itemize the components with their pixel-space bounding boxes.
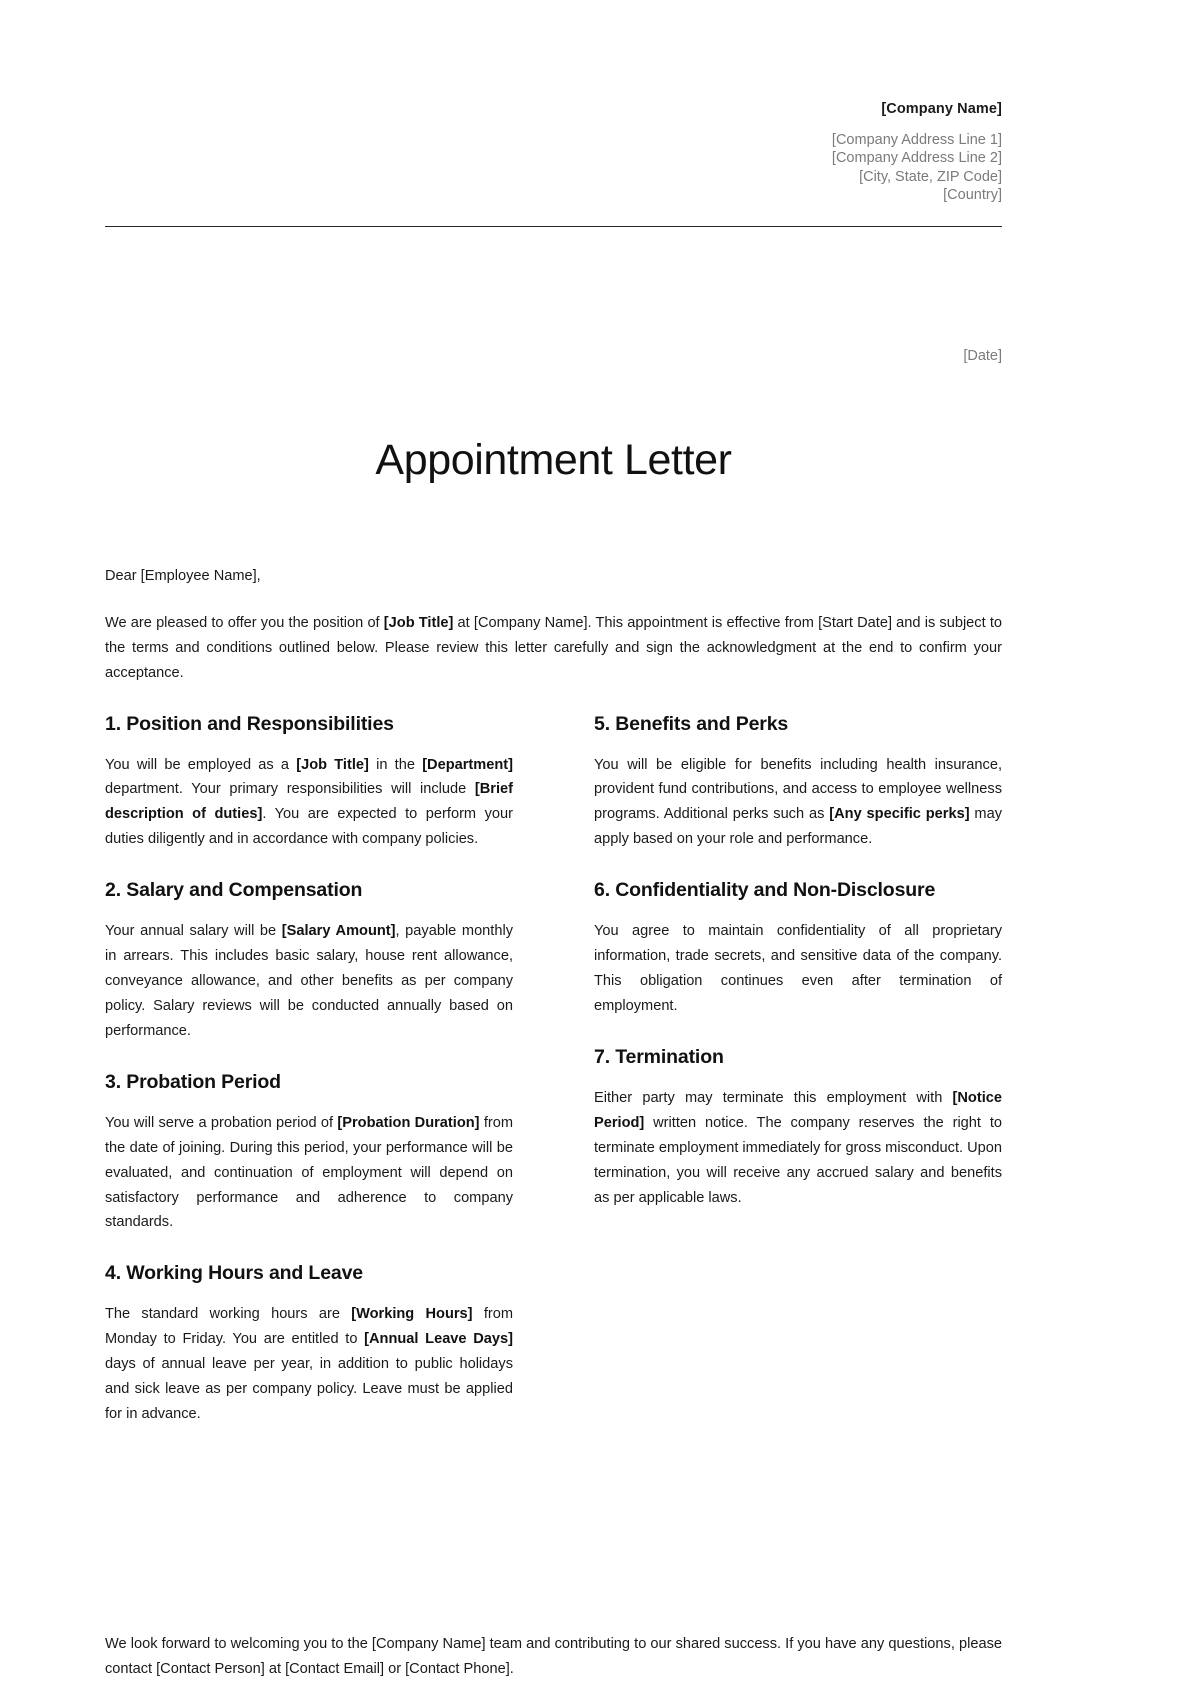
section-body-2 bbox=[105, 919, 513, 1044]
section-heading-1: 1. Position and Responsibilities bbox=[105, 712, 394, 735]
section-body-6: You agree to maintain confidentiality of all proprietary information, trade secrets, and sensitive data of the company. This obligation continues even after termination of employment. bbox=[594, 923, 1002, 1014]
company-name: [Company Name] bbox=[881, 101, 1002, 117]
sec2-text-1: Your annual salary will be bbox=[105, 923, 282, 940]
sec1-text-4: . You are expected to perform your duties diligently and in accordance with company policies. bbox=[105, 806, 513, 848]
sec1-placeholder-department: [Department] bbox=[422, 756, 513, 773]
section-body-4 bbox=[105, 1302, 513, 1427]
sec1-placeholder-duties: [Brief description of duties] bbox=[105, 781, 513, 823]
company-address-block bbox=[105, 131, 1002, 205]
company-address-country: [Country] bbox=[943, 187, 1002, 204]
intro-paragraph bbox=[105, 611, 1002, 687]
intro-text-a: We are pleased to offer you the position of bbox=[105, 614, 384, 631]
section-body-5 bbox=[594, 753, 1002, 853]
sec3-text-1: You will serve a probation period of bbox=[105, 1114, 338, 1131]
sec5-text-2: may apply based on your role and performance. bbox=[594, 806, 1002, 848]
section-heading-7: 7. Termination bbox=[594, 1045, 724, 1068]
company-address-city-state-zip: [City, State, ZIP Code] bbox=[859, 168, 1002, 185]
header-divider bbox=[105, 226, 1002, 227]
section-heading-4: 4. Working Hours and Leave bbox=[105, 1262, 363, 1285]
sec1-text-3: department. Your primary responsibilities will include bbox=[105, 781, 475, 798]
section-heading-6: 6. Confidentiality and Non-Disclosure bbox=[594, 879, 936, 902]
sec7-text-1: Either party may terminate this employment with bbox=[594, 1089, 953, 1106]
section-heading-3: 3. Probation Period bbox=[105, 1070, 281, 1093]
section-position-and-responsibilities bbox=[105, 713, 513, 853]
page-title: Appointment Letter bbox=[375, 435, 732, 484]
sec2-text-2: , payable monthly in arrears. This includes basic salary, house rent allowance, conveyance allowance, and other benefits as per company policy. Salary reviews will be conducted annually based on performance. bbox=[105, 923, 514, 1039]
sec4-text-3: days of annual leave per year, in addition to public holidays and sick leave as per company policy. Leave must be applied for in advance. bbox=[105, 1356, 513, 1422]
section-salary-and-compensation bbox=[105, 879, 513, 1044]
sec7-placeholder-notice-period: [Notice Period] bbox=[594, 1089, 1002, 1131]
intro-job-title-placeholder: [Job Title] bbox=[383, 614, 454, 631]
section-working-hours-and-leave bbox=[105, 1262, 513, 1427]
sec3-text-2: from the date of joining. During this period, your performance will be evaluated, and continuation of employment will depend on satisfactory performance and adherence to company standards. bbox=[105, 1114, 514, 1231]
section-confidentiality-and-non-disclosure bbox=[594, 879, 1002, 1019]
two-column-body bbox=[105, 713, 1002, 1427]
sec2-placeholder-salary-amount: [Salary Amount] bbox=[281, 923, 396, 940]
section-termination bbox=[594, 1046, 1002, 1211]
closing-paragraph: We look forward to welcoming you to the [Company Name] team and contributing to our shared success. If you have any questions, please contact [Contact Person] at [Contact Email] or [Contact Phone]. bbox=[105, 1635, 1002, 1677]
section-heading-5: 5. Benefits and Perks bbox=[594, 712, 789, 735]
company-address-line-2: [Company Address Line 2] bbox=[831, 150, 1002, 167]
company-address-line-1: [Company Address Line 1] bbox=[831, 131, 1002, 148]
intro-text-c: at [Company Name]. This appointment is effective from [Start Date] and is subject to the terms and conditions outlined below. Please review this letter carefully and sign the acknowledgment at the end to confirm your acceptance. bbox=[105, 614, 1002, 682]
letterhead bbox=[105, 0, 1002, 205]
date-field: [Date] bbox=[963, 347, 1002, 364]
section-body-1 bbox=[105, 753, 513, 853]
sec4-text-1: The standard working hours are bbox=[105, 1306, 352, 1323]
section-heading-2: 2. Salary and Compensation bbox=[105, 879, 363, 902]
salutation: Dear [Employee Name], bbox=[105, 567, 261, 584]
left-column bbox=[105, 713, 513, 1427]
sec4-text-2: from Monday to Friday. You are entitled to bbox=[105, 1306, 514, 1348]
sec3-placeholder-probation-duration: [Probation Duration] bbox=[337, 1114, 480, 1131]
section-probation-period bbox=[105, 1071, 513, 1236]
sec1-placeholder-job-title: [Job Title] bbox=[296, 756, 369, 773]
sec5-text-1: You will be eligible for benefits including health insurance, provident fund contributions, and access to employee wellness programs. Additional perks such as bbox=[594, 756, 1002, 823]
sec1-text-1: You will be employed as a bbox=[105, 756, 297, 773]
sec5-placeholder-perks: [Any specific perks] bbox=[829, 806, 970, 823]
sec4-placeholder-annual-leave-days: [Annual Leave Days] bbox=[364, 1331, 513, 1348]
sec1-text-2: in the bbox=[368, 756, 423, 773]
right-column bbox=[594, 713, 1002, 1211]
section-benefits-and-perks bbox=[594, 713, 1002, 853]
sec4-placeholder-working-hours: [Working Hours] bbox=[351, 1306, 473, 1323]
sec7-text-2: written notice. The company reserves the right to terminate employment immediately for gross misconduct. Upon termination, you will receive any accrued salary and benefits as per applicable laws. bbox=[594, 1114, 1002, 1206]
document-content bbox=[105, 0, 1002, 1427]
section-body-7 bbox=[594, 1086, 1002, 1211]
section-body-3 bbox=[105, 1111, 513, 1236]
